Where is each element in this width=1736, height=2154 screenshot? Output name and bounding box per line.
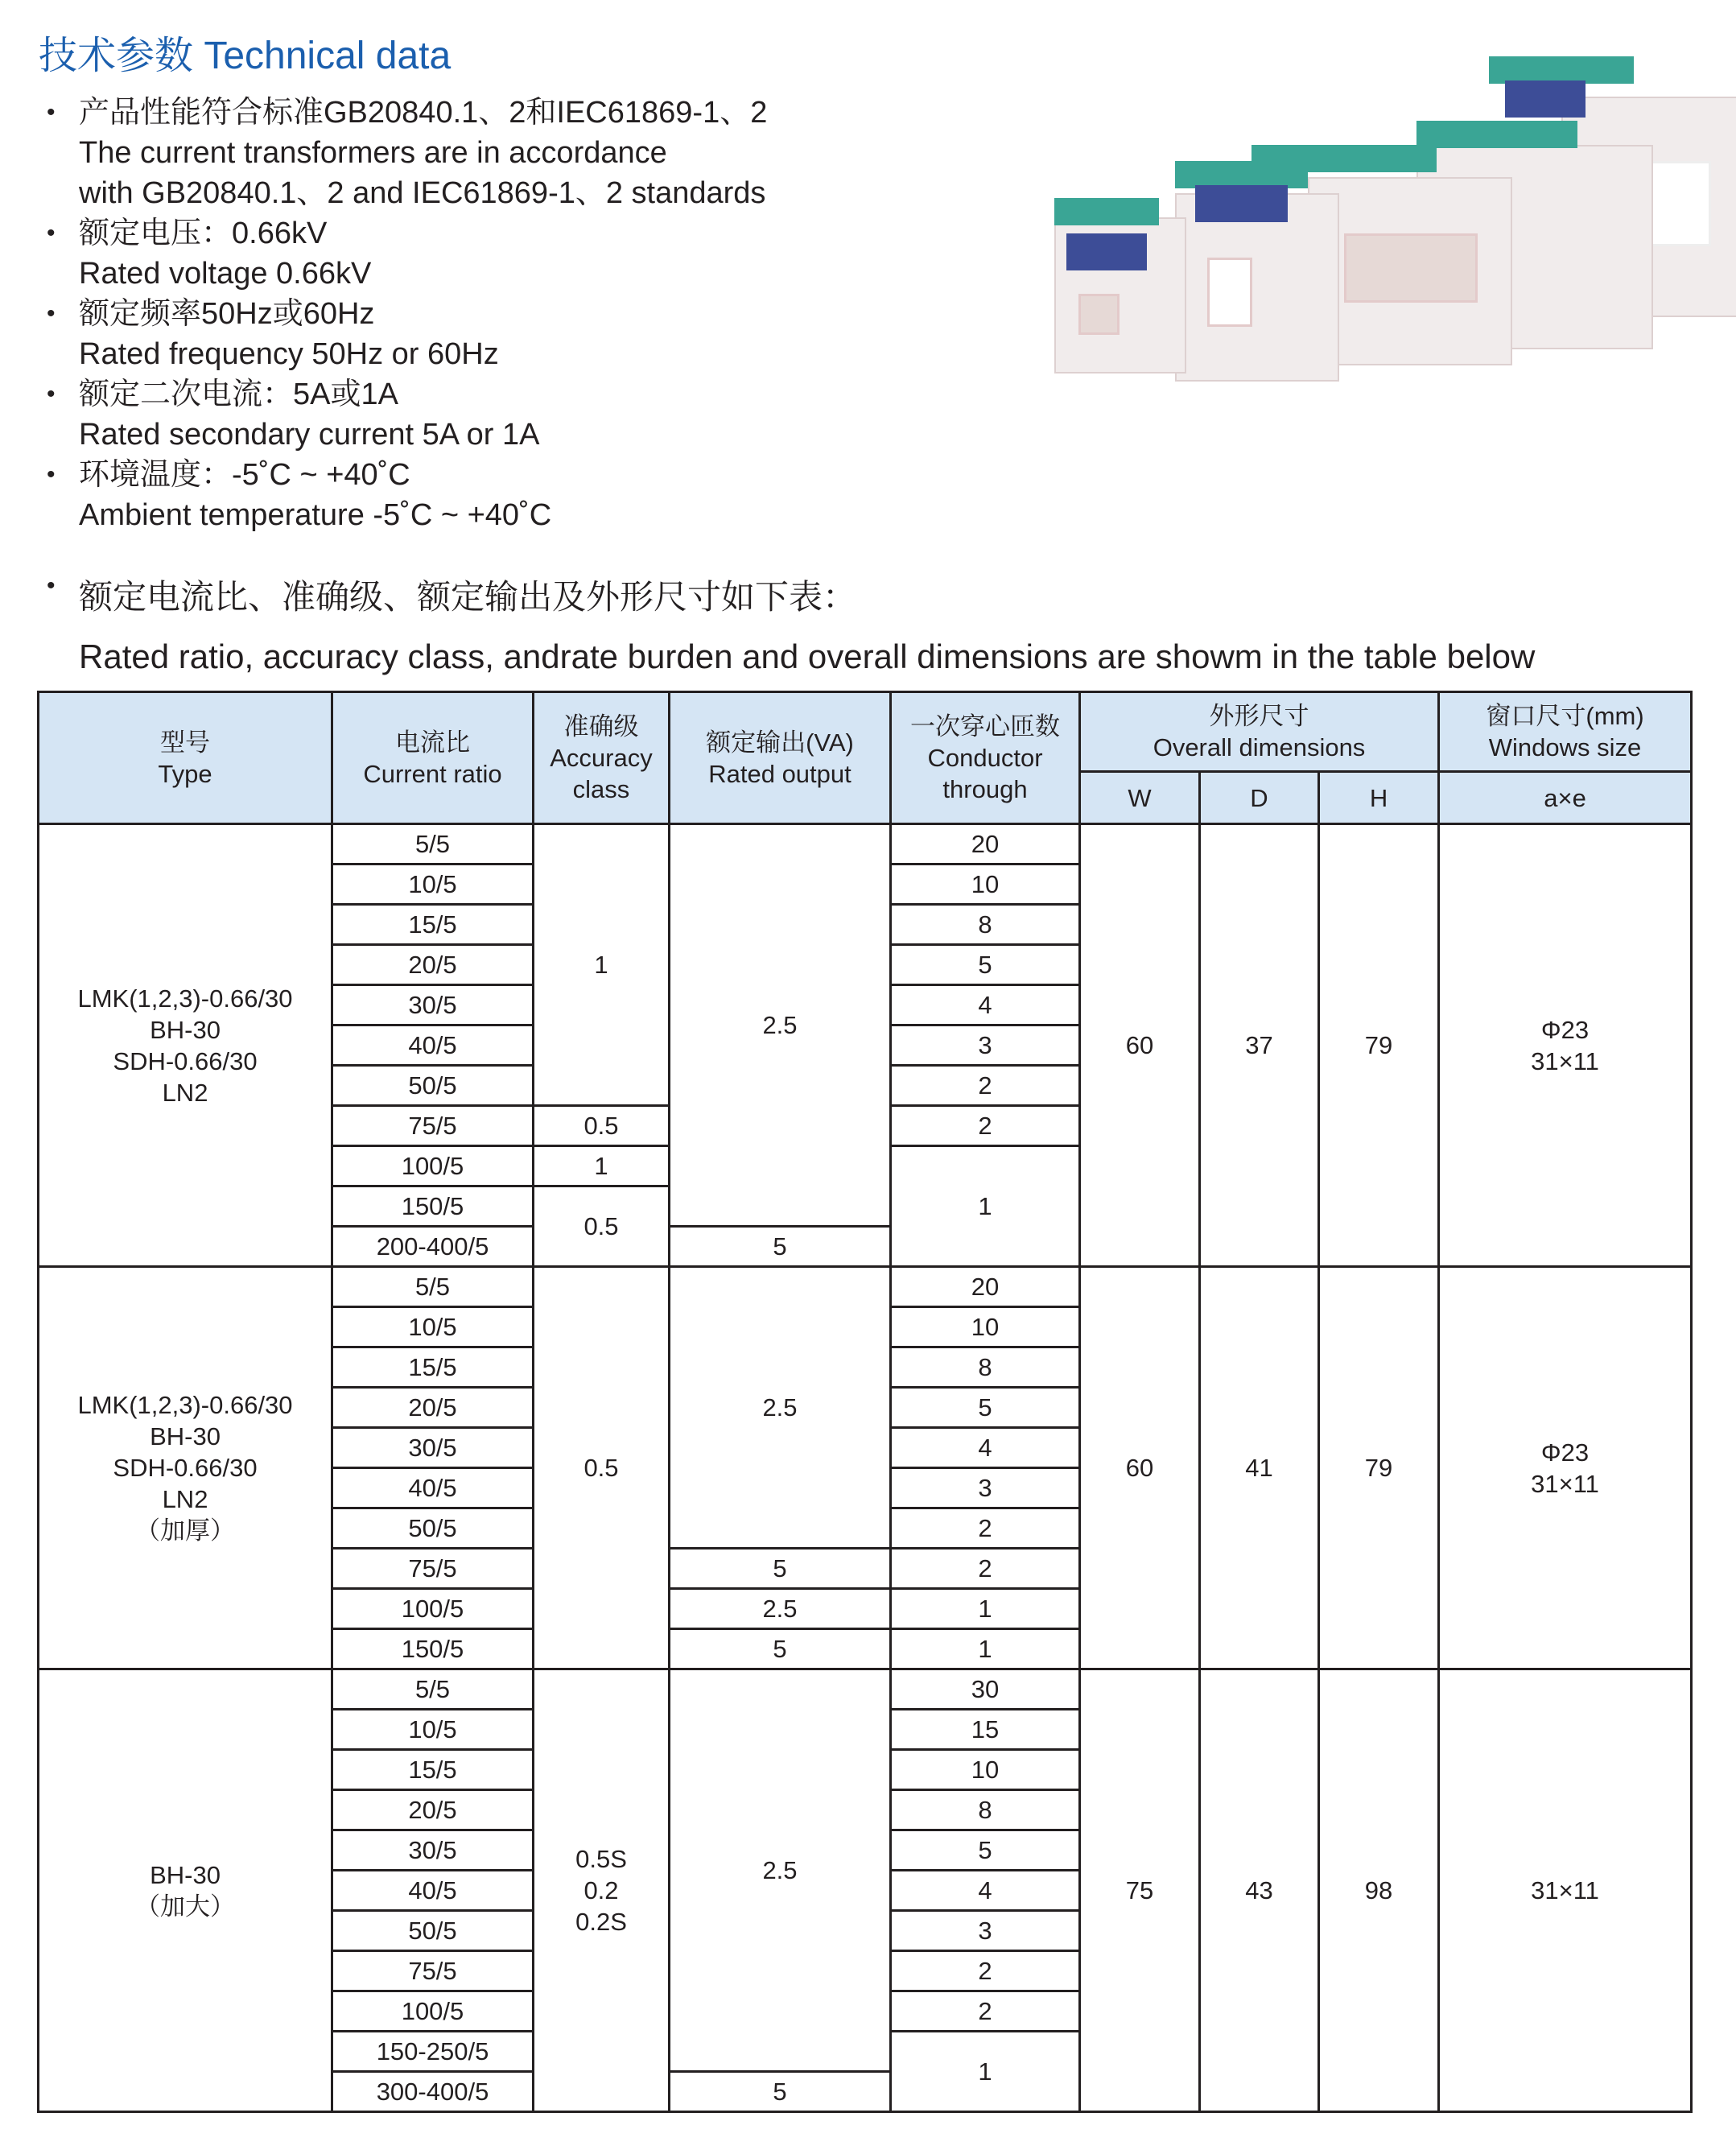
spec-item-en: Rated secondary current 5A or 1A xyxy=(79,418,540,452)
technical-data-table xyxy=(37,691,1693,2113)
conductor-cell: 2 xyxy=(891,1106,1080,1146)
header-d: D xyxy=(1200,772,1319,824)
h-cell: 98 xyxy=(1319,1669,1439,2112)
conductor-cell: 10 xyxy=(891,1307,1080,1347)
d-cell: 41 xyxy=(1200,1267,1319,1669)
ratio-cell: 20/5 xyxy=(332,1388,534,1428)
ratio-cell: 100/5 xyxy=(332,1991,534,2032)
header-w: W xyxy=(1080,772,1200,824)
accuracy-cell: 1 xyxy=(534,1146,670,1186)
ratio-cell: 75/5 xyxy=(332,1549,534,1589)
header-h: H xyxy=(1319,772,1439,824)
conductor-cell: 1 xyxy=(891,2032,1080,2112)
ratio-cell: 40/5 xyxy=(332,1468,534,1508)
output-cell: 2.5 xyxy=(670,1669,891,2072)
spec-item: • 额定电压：0.66kV xyxy=(47,213,767,254)
ratio-cell: 150/5 xyxy=(332,1186,534,1227)
ratio-cell: 200-400/5 xyxy=(332,1227,534,1267)
conductor-cell: 3 xyxy=(891,1911,1080,1951)
h-cell: 79 xyxy=(1319,1267,1439,1669)
ratio-cell: 75/5 xyxy=(332,1951,534,1991)
conductor-cell: 3 xyxy=(891,1025,1080,1066)
accuracy-cell: 0.5S 0.2 0.2S xyxy=(534,1669,670,2112)
h-cell: 79 xyxy=(1319,824,1439,1267)
accuracy-cell: 1 xyxy=(534,824,670,1106)
conductor-cell: 5 xyxy=(891,945,1080,985)
conductor-cell: 2 xyxy=(891,1066,1080,1106)
conductor-cell: 5 xyxy=(891,1388,1080,1428)
ratio-cell: 10/5 xyxy=(332,864,534,905)
accuracy-cell: 0.5 xyxy=(534,1106,670,1146)
output-cell: 2.5 xyxy=(670,824,891,1227)
ratio-cell: 150-250/5 xyxy=(332,2032,534,2072)
conductor-cell: 20 xyxy=(891,1267,1080,1307)
ratio-cell: 30/5 xyxy=(332,1830,534,1871)
conductor-cell: 2 xyxy=(891,1991,1080,2032)
page-title: 技术参数 Technical data xyxy=(39,35,452,77)
header-output: 额定输出(VA) Rated output xyxy=(670,692,891,824)
output-cell: 5 xyxy=(670,1549,891,1589)
ratio-cell: 10/5 xyxy=(332,1307,534,1347)
d-cell: 43 xyxy=(1200,1669,1319,2112)
ratio-cell: 75/5 xyxy=(332,1106,534,1146)
ratio-cell: 50/5 xyxy=(332,1508,534,1549)
window-cell: Φ23 31×11 xyxy=(1439,1267,1692,1669)
conductor-cell: 20 xyxy=(891,824,1080,864)
ratio-cell: 300-400/5 xyxy=(332,2072,534,2112)
header-ratio: 电流比 Current ratio xyxy=(332,692,534,824)
spec-item: • 额定二次电流：5A或1A xyxy=(47,374,767,415)
conductor-cell: 4 xyxy=(891,985,1080,1025)
conductor-cell: 4 xyxy=(891,1428,1080,1468)
ratio-cell: 30/5 xyxy=(332,985,534,1025)
spec-item-en: Rated voltage 0.66kV xyxy=(79,257,372,291)
output-cell: 2.5 xyxy=(670,1589,891,1629)
table-intro: • 额定电流比、准确级、额定输出及外形尺寸如下表： Rated ratio, accuracy class, andrate burden and overall dimensions are showm in the table below xyxy=(47,567,1535,687)
spec-item-en: Ambient temperature -5˚C ~ +40˚C xyxy=(79,498,552,532)
spec-item-en: Rated frequency 50Hz or 60Hz xyxy=(79,337,499,371)
header-type: 型号 Type xyxy=(39,692,332,824)
type-cell: BH-30 （加大） xyxy=(39,1669,332,2112)
conductor-cell: 15 xyxy=(891,1710,1080,1750)
conductor-cell: 2 xyxy=(891,1549,1080,1589)
header-axe: a×e xyxy=(1439,772,1692,824)
ratio-cell: 50/5 xyxy=(332,1066,534,1106)
ratio-cell: 100/5 xyxy=(332,1589,534,1629)
output-cell: 5 xyxy=(670,2072,891,2112)
ratio-cell: 50/5 xyxy=(332,1911,534,1951)
spec-item-en: with GB20840.1、2 and IEC61869-1、2 standards xyxy=(79,176,766,210)
ratio-cell: 5/5 xyxy=(332,1267,534,1307)
ratio-cell: 100/5 xyxy=(332,1146,534,1186)
ratio-cell: 5/5 xyxy=(332,824,534,864)
table-row xyxy=(39,824,1692,864)
output-cell: 2.5 xyxy=(670,1267,891,1549)
spec-item-en: The current transformers are in accordance xyxy=(79,136,667,170)
conductor-cell: 8 xyxy=(891,1790,1080,1830)
output-cell: 5 xyxy=(670,1227,891,1267)
type-cell: LMK(1,2,3)-0.66/30 BH-30 SDH-0.66/30 LN2 xyxy=(39,824,332,1267)
spec-item: • 额定频率50Hz或60Hz xyxy=(47,294,767,334)
ratio-cell: 15/5 xyxy=(332,1347,534,1388)
window-cell: 31×11 xyxy=(1439,1669,1692,2112)
accuracy-cell: 0.5 xyxy=(534,1267,670,1669)
conductor-cell: 1 xyxy=(891,1589,1080,1629)
ratio-cell: 15/5 xyxy=(332,905,534,945)
spec-list xyxy=(47,93,767,535)
conductor-cell: 10 xyxy=(891,1750,1080,1790)
ratio-cell: 40/5 xyxy=(332,1871,534,1911)
conductor-cell: 8 xyxy=(891,905,1080,945)
type-cell: LMK(1,2,3)-0.66/30 BH-30 SDH-0.66/30 LN2 （加厚） xyxy=(39,1267,332,1669)
conductor-cell: 1 xyxy=(891,1629,1080,1669)
conductor-cell: 1 xyxy=(891,1146,1080,1267)
accuracy-cell: 0.5 xyxy=(534,1186,670,1267)
header-conductor: 一次穿心匝数 Conductor through xyxy=(891,692,1080,824)
header-window-size: 窗口尺寸(mm) Windows size xyxy=(1439,692,1692,772)
output-cell: 5 xyxy=(670,1629,891,1669)
conductor-cell: 2 xyxy=(891,1951,1080,1991)
ratio-cell: 150/5 xyxy=(332,1629,534,1669)
d-cell: 37 xyxy=(1200,824,1319,1267)
conductor-cell: 3 xyxy=(891,1468,1080,1508)
window-cell: Φ23 31×11 xyxy=(1439,824,1692,1267)
w-cell: 75 xyxy=(1080,1669,1200,2112)
ratio-cell: 10/5 xyxy=(332,1710,534,1750)
table-row xyxy=(39,1669,1692,1710)
header-overall-dimensions: 外形尺寸 Overall dimensions xyxy=(1080,692,1439,772)
ratio-cell: 30/5 xyxy=(332,1428,534,1468)
spec-item: • 环境温度：-5˚C ~ +40˚C xyxy=(47,455,767,495)
w-cell: 60 xyxy=(1080,824,1200,1267)
ratio-cell: 40/5 xyxy=(332,1025,534,1066)
header-accuracy: 准确级 Accuracy class xyxy=(534,692,670,824)
conductor-cell: 30 xyxy=(891,1669,1080,1710)
spec-item: • 产品性能符合标准GB20840.1、2和IEC61869-1、2 xyxy=(47,93,767,133)
conductor-cell: 8 xyxy=(891,1347,1080,1388)
conductor-cell: 5 xyxy=(891,1830,1080,1871)
w-cell: 60 xyxy=(1080,1267,1200,1669)
conductor-cell: 4 xyxy=(891,1871,1080,1911)
ratio-cell: 20/5 xyxy=(332,945,534,985)
product-photo xyxy=(1038,56,1650,370)
conductor-cell: 10 xyxy=(891,864,1080,905)
table-row xyxy=(39,1267,1692,1307)
ratio-cell: 15/5 xyxy=(332,1750,534,1790)
conductor-cell: 2 xyxy=(891,1508,1080,1549)
ratio-cell: 20/5 xyxy=(332,1790,534,1830)
ratio-cell: 5/5 xyxy=(332,1669,534,1710)
